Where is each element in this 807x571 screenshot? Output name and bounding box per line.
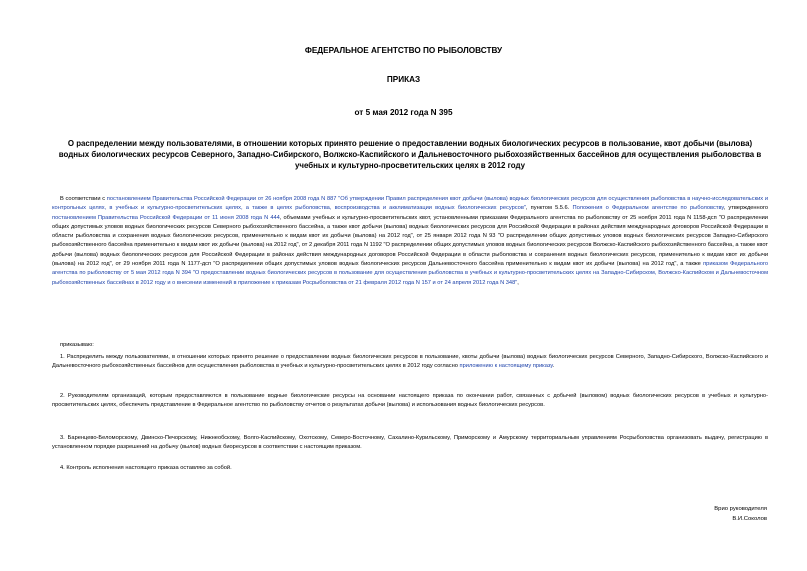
preamble-text: , утвержденного — [723, 205, 768, 212]
item-1 — [52, 353, 768, 372]
link-decree-887[interactable]: постановлением Правительства Российской Федерации от 26 ноября 2008 года N 887 "Об утверждении Правил распределения квот добычи (вылова) водных биологических ресурсов для осуществления рыболовства в научно-исследовательских и контрольных целях, в учебных и культурно-просветительских целях, а также в целях рыболовства, воспроизводства и акклиматизации водных биологических ресурсов" — [52, 196, 768, 212]
signature-position: Врио руководителя — [714, 506, 767, 512]
document-title: О распределении между пользователями, в отношении которых принято решение о предоставлении водных биологических ресурсов в пользование, квот добычи (вылова) водных биологических ресурсов Северного, Западно-Сибирского, Волжско-Каспийского и Дальневосточного рыбохозяйственных бассейнов для осуществления рыболовства в учебных и культурно-просветительских целях в 2012 году — [58, 139, 762, 170]
item-1-text: 1. Распределить между пользователями, в отношении которых принято решение о предоставлении водных биологических ресурсов в пользование, квоты добычи (вылова) водных биологических ресурсов Северного, Западно-Сибирского, Волжско-Каспийского и Дальневосточного рыбохозяйственных бассейнов для осуществления рыболовства в учебных и культурно-просветительских целях в 2012 году согласно — [52, 354, 768, 370]
link-agency-regulation[interactable]: Положения о Федеральном агентстве по рыболовству — [572, 205, 724, 212]
preamble-text: , объемами учебных и культурно-просветительских квот, установленными приказами Федерального агентства по рыболовству от 25 ноября 2011 года N 1158-дсп "О распределении общих допустимых уловов водных биологических ресурсов Северного рыбохозяйственного бассейна, а также квот добычи (вылова) водных биологических ресурсов для Российской Федерации в районах действия международных договоров Российской Федерации в области рыболовства и сохранения водных биологических ресурсов, применительно к видам квот их добычи (вылова) на 2012 год", от 25 января 2012 года N 93 "О распределении общих допустимых уловов водных биологических ресурсов Западно-Сибирского рыбохозяйственного бассейна применительно к видам квот их добычи (вылова) на 2012 год", от 2 декабря 2011 года N 1192 "О распределении общих допустимых уловов водных биологических ресурсов Волжско-Каспийского рыбохозяйственного бассейна, а также квот добычи (вылова) водных биологических ресурсов для Российской Федерации в районах действия международных договоров Российской Федерации в области рыболовства и сохранения водных биологических ресурсов, применительно к видам квот их добычи (вылова) на 2012 год", от 29 ноября 2011 года N 1177-дсп "О распределении общих допустимых уловов водных биологических ресурсов Дальневосточного бассейна применительно к видам квот их добычи (вылова) на 2012 год", а также — [52, 214, 768, 268]
date-number: от 5 мая 2012 года N 395 — [354, 108, 453, 117]
item-1-end: . — [552, 363, 555, 370]
link-order-394[interactable]: приказом Федерального агентства по рыболовству от 5 мая 2012 года N 394 "О предоставлении водных биологических ресурсов в пользование для осуществления рыболовства в учебных и культурно-просветительских целях на Западно-Сибирском, Волжско-Каспийском и Дальневосточном рыбохозяйственных бассейнах в 2012 году и о внесении изменений в приложение к приказам Росрыболовства от 21 февраля 2012 года N 157 и от 24 апреля 2012 года N 348" — [52, 261, 768, 286]
link-appendix[interactable]: приложению к настоящему приказу — [459, 363, 553, 370]
preamble-text: , — [517, 279, 519, 286]
doc-type-heading: ПРИКАЗ — [386, 75, 421, 84]
item-3: 3. Баренцево-Беломорскому, Двинско-Печорскому, Нижнеобскому, Волго-Каспийскому, Охотскому, Северо-Восточному, Сахалино-Курильскому, Приморскому и Амурскому территориальным управлениям Росрыболовства организовать выдачу, регистрацию в установленном порядке разрешений на добычу (вылов) водных биоресурсов в соответствии с настоящим приказом. — [52, 435, 768, 451]
link-decree-444[interactable]: постановлением Правительства Российской Федерации от 11 июня 2008 года N 444 — [52, 214, 280, 221]
preamble-paragraph — [52, 195, 768, 288]
preamble-text: , пунктом 5.5.6. — [525, 205, 573, 212]
signature-name: В.И.Соколов — [732, 516, 767, 522]
item-4: 4. Контроль исполнения настоящего приказа оставляю за собой. — [60, 465, 232, 471]
signature-block — [467, 504, 767, 524]
preamble-text: В соответствии с — [60, 196, 107, 202]
item-2: 2. Руководителям организаций, которым предоставляются в пользование водные биологические ресурсы на основании настоящего приказа по окончании работ, связанных с добычей (выловом) водных биологических ресурсов в учебных и культурно-просветительских целях, обеспечить представление в Федеральное агентство по рыболовству отчетов о результатах добычи (вылова) и использования водных биологических ресурсов. — [52, 393, 768, 409]
agency-heading: ФЕДЕРАЛЬНОЕ АГЕНТСТВО ПО РЫБОЛОВСТВУ — [304, 46, 503, 55]
order-word: приказываю: — [60, 342, 94, 348]
